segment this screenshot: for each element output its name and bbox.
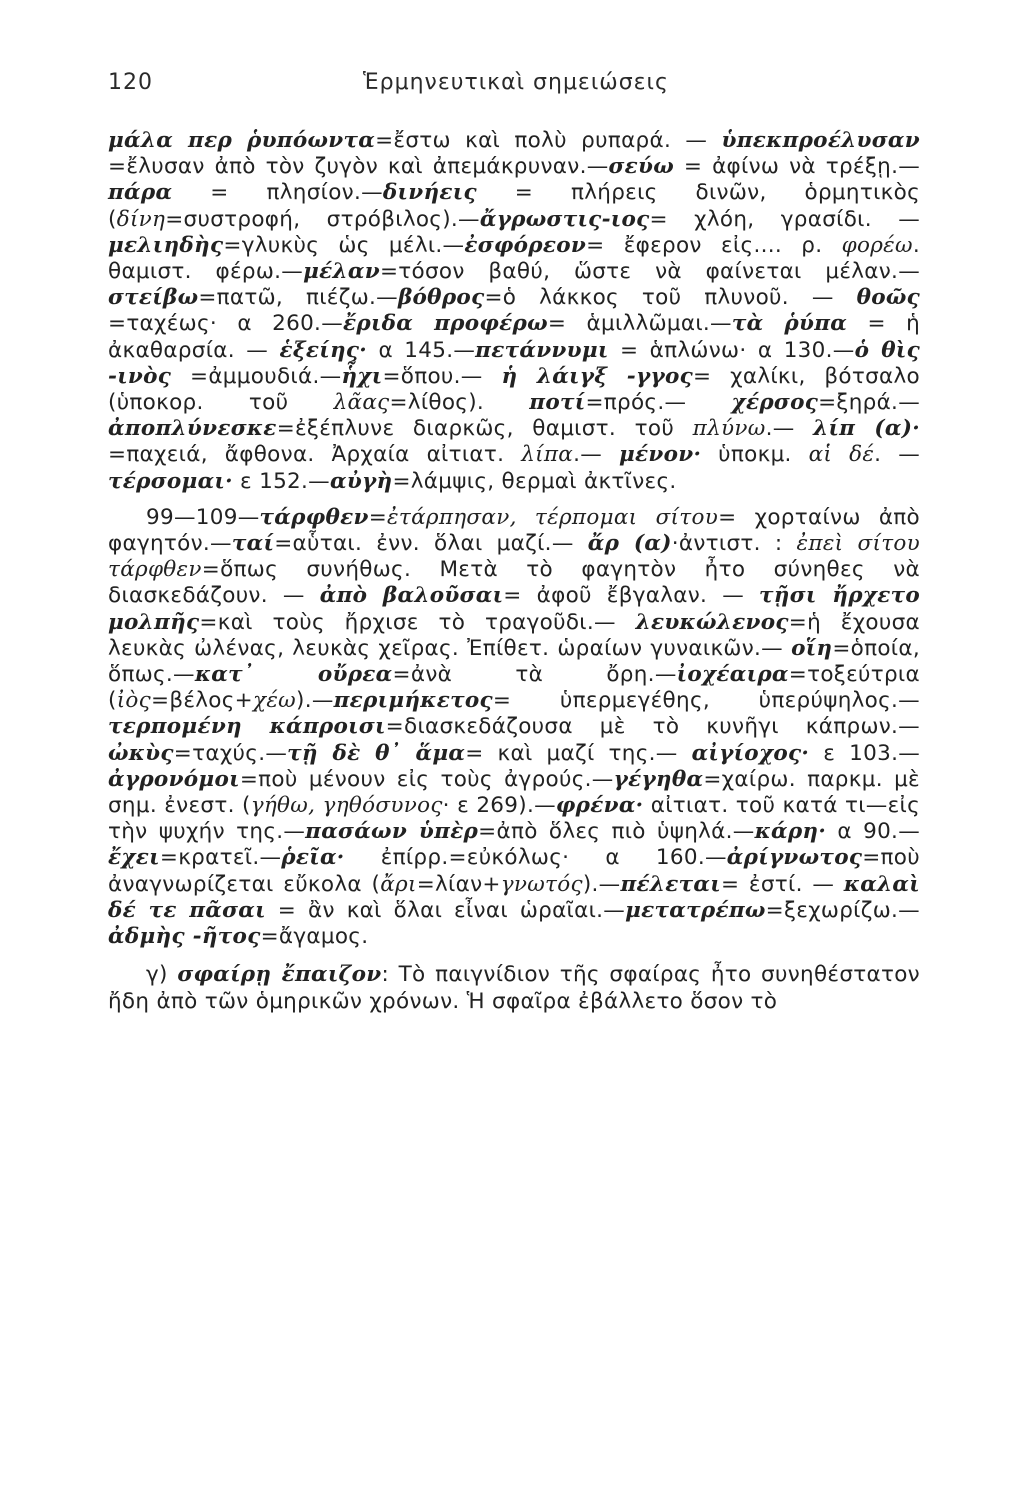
lemma-term: κατ᾽ οὔρεα xyxy=(194,662,393,688)
gloss-text: = ἀφοῦ ἔβγαλαν. — xyxy=(503,583,760,609)
gloss-text: =ἀνὰ τὰ ὄρη.— xyxy=(392,662,677,688)
lemma-term: σεύω xyxy=(608,154,675,180)
lemma-term: πάρα xyxy=(108,180,173,206)
gloss-text: = πλησίον.— xyxy=(172,180,383,206)
lemma-term: φρένα· xyxy=(555,793,644,819)
italic-citation: δίνη xyxy=(116,206,166,232)
gloss-text: =ὅπου.— xyxy=(382,363,502,389)
gloss-text: =κρατεῖ.— xyxy=(159,845,282,871)
lemma-term: ἄρ (α) xyxy=(587,531,672,557)
gloss-text: =καὶ τοὺς ἤρχισε τὸ τραγοῦδι.— xyxy=(199,609,636,635)
gloss-text: = xyxy=(368,504,388,530)
gloss-text: =ποὺ μένουν εἰς τοὺς ἀγρούς.— xyxy=(239,766,614,792)
lemma-term: λευκώλενος xyxy=(635,609,789,635)
page-header xyxy=(108,70,908,106)
lemma-term: ῥεῖα· xyxy=(281,845,345,871)
gloss-text: = ἂν καὶ ὅλαι εἶναι ὡραῖαι.— xyxy=(265,897,626,923)
lemma-term: ἐσφόρεον xyxy=(464,232,587,258)
lemma-term: οἵη xyxy=(791,635,833,661)
running-head: Ἑρμηνευτικαὶ σημειώσεις xyxy=(363,70,669,95)
lemma-term: ὑπεκπροέλυσαν xyxy=(721,128,920,153)
gloss-text: =λάμψις, θερμαὶ ἀκτῖνες. xyxy=(392,468,677,494)
lemma-term: τέρσομαι· xyxy=(108,468,233,494)
lemma-term: κάρη· xyxy=(754,819,827,845)
lemma-term: βόθρος xyxy=(397,285,485,311)
paragraph-notes-1 xyxy=(108,128,920,495)
italic-citation: ἰὸς xyxy=(116,688,152,714)
gloss-text: .— xyxy=(765,416,814,442)
lemma-term: σφαίρῃ ἔπαιζον xyxy=(177,962,382,988)
gloss-text: . θαμιστ. φέρω.— xyxy=(108,232,920,285)
italic-citation: αἱ δέ xyxy=(808,442,875,468)
gloss-text: = ἁμιλλῶμαι.— xyxy=(547,311,732,337)
italic-citation: φορέω xyxy=(841,232,913,258)
lemma-term: ἀγρονόμοι xyxy=(108,766,240,792)
gloss-text: =ἡ ἔχουσα λευκὰς ὠλένας, λευκὰς χεῖρας. Ἐπίθετ. ὡραίων γυναικῶν.— xyxy=(108,609,921,661)
italic-citation: πλύνω xyxy=(692,416,766,442)
gloss-text: = ἀφίνω νὰ τρέξῃ.— xyxy=(674,154,921,180)
gloss-text: =ξεχωρίζω.— xyxy=(765,897,920,923)
gloss-text: =αὗται. ἐνν. ὅλαι μαζί.— xyxy=(274,531,588,557)
gloss-text: =βέλος+ xyxy=(151,688,253,714)
lemma-term: αἰγίοχος· xyxy=(691,740,810,766)
gloss-text: α 145.— xyxy=(367,337,476,363)
lemma-term: γέγηθα xyxy=(613,766,704,792)
gloss-text: = ἁπλώνω· α 130.— xyxy=(608,337,855,363)
gloss-text: 99—109— xyxy=(146,504,260,530)
gloss-text: ).— xyxy=(582,871,621,897)
gloss-text: =ὁποία, ὅπως.— xyxy=(108,635,920,688)
gloss-text: =ὅπως συνήθως. Μετὰ τὸ φαγητὸν ἦτο σύνηθες νὰ διασκεδάζουν. — xyxy=(108,557,920,609)
lemma-term: μελιηδὴς xyxy=(108,232,224,258)
lemma-term: καλαὶ δέ τε πᾶσαι xyxy=(108,871,920,923)
page-number: 120 xyxy=(108,70,153,95)
gloss-text: ἐπίρρ.=εὐκόλως· α 160.— xyxy=(344,845,727,871)
italic-citation: λίπα xyxy=(521,442,574,468)
italic-citation: λᾶας xyxy=(333,390,390,416)
gloss-text: · ε 269).— xyxy=(442,793,556,819)
gloss-text: .— xyxy=(573,442,619,468)
lemma-term: ποτί xyxy=(529,390,586,416)
gloss-text: = ἐστί. — xyxy=(720,871,844,897)
gloss-text: = πλήρεις δινῶν, ὁρμητικὸς ( xyxy=(108,180,920,232)
lemma-term: τάρφθεν xyxy=(259,504,369,530)
lemma-term: πετάννυμι xyxy=(475,337,609,363)
lemma-term: στείβω xyxy=(108,285,199,311)
lemma-term: ἄγρωστις-ιος xyxy=(479,206,650,232)
lemma-term: πέλεται xyxy=(620,871,721,897)
gloss-text: ε 152.— xyxy=(232,468,330,494)
gloss-text: ·ἀντιστ. : xyxy=(671,531,797,557)
lemma-term: χέρσος xyxy=(731,390,819,416)
gloss-text: ὑποκμ. xyxy=(701,442,809,468)
gloss-text: =ἐξέπλυνε διαρκῶς, θαμιστ. τοῦ xyxy=(276,416,693,442)
lemma-term: ὠκὺς xyxy=(108,740,174,766)
gloss-text: =τοξεύτρια ( xyxy=(108,662,920,714)
lemma-term: ἔχει xyxy=(108,845,160,871)
paragraph-section-gamma xyxy=(108,962,920,1014)
gloss-text: =γλυκὺς ὡς μέλι.— xyxy=(223,232,465,258)
gloss-text: α 90.— xyxy=(826,819,920,845)
gloss-text: = ὑπερμεγέθης, ὑπερύψηλος.— xyxy=(492,688,920,714)
gloss-text: =ἀμμουδιά.— xyxy=(171,363,342,389)
gloss-text: : Τὸ παιγνίδιον τῆς σφαίρας ἦτο συνηθέστατον ἤδη ἀπὸ τῶν ὁμηρικῶν χρόνων. Ἡ σφαῖρα ἐβάλλετο ὅσον τὸ xyxy=(108,962,920,1014)
italic-citation: ἄρι xyxy=(380,871,417,897)
lemma-term: ἀπὸ βαλοῦσαι xyxy=(319,583,504,609)
gloss-text: =ξηρά.— xyxy=(818,390,920,416)
gloss-text: =πατῶ, πιέζω.— xyxy=(198,285,398,311)
lemma-term: τῇ δὲ θ᾽ ἅμα xyxy=(287,740,466,766)
gloss-text: = χλόη, γρασίδι. — xyxy=(649,206,920,232)
gloss-text: =ἀπὸ ὅλες πιὸ ὑψηλά.— xyxy=(478,819,755,845)
gloss-text: =ἔστω καὶ πολὺ ρυπαρά. — xyxy=(375,128,722,153)
paragraph-notes-99-109 xyxy=(108,505,920,950)
gloss-text: = ἔφερον εἰς.... ρ. xyxy=(586,232,842,258)
lemma-term: ἧχι xyxy=(341,363,383,389)
gloss-text: = χορταίνω ἀπὸ φαγητόν.— xyxy=(108,504,921,557)
italic-citation: ἐπεὶ σίτου τάρφθεν xyxy=(108,531,921,583)
lemma-term: λίπ (α)· xyxy=(813,416,920,442)
gloss-text: = ἡ ἀκαθαρσία. — xyxy=(108,311,920,363)
lemma-term: ταί xyxy=(231,531,275,557)
lemma-term: δινήεις xyxy=(382,180,477,206)
lemma-term: ἑξείης· xyxy=(279,337,368,363)
lemma-term: ἀδμὴς -ῆτος xyxy=(108,924,261,950)
gloss-text: γ) xyxy=(146,962,178,988)
lemma-term: μένον· xyxy=(618,442,702,468)
lemma-term: μέλαν xyxy=(303,259,380,285)
gloss-text: =συστροφή, στρόβιλος).— xyxy=(165,206,480,232)
lemma-term: ἔριδα προφέρω xyxy=(343,311,548,337)
lemma-term: μετατρέπω xyxy=(625,897,766,923)
lemma-term: ἡ λάιγξ -γγος xyxy=(501,363,693,389)
gloss-text: . — xyxy=(874,442,921,468)
gloss-text: =ταχέως· α 260.— xyxy=(108,311,343,337)
body-text xyxy=(108,128,920,1015)
gloss-text: =λίθος). xyxy=(389,390,530,416)
gloss-text: = καὶ μαζί της.— xyxy=(465,740,692,766)
lemma-term: πασάων ὑπὲρ xyxy=(305,819,479,845)
italic-citation: χέω xyxy=(253,688,296,714)
italic-citation: γήθω, γηθόσυνος xyxy=(250,793,443,819)
lemma-term: τερπομένη κάπροισι xyxy=(108,714,386,740)
gloss-text: =λίαν+ xyxy=(416,871,501,897)
gloss-text: ).— xyxy=(296,688,334,714)
italic-citation: ἐτάρπησαν, τέρπομαι σίτου xyxy=(387,504,719,530)
gloss-text: =ἄγαμος. xyxy=(260,924,369,950)
gloss-text: =ἔλυσαν ἀπὸ τὸν ζυγὸν καὶ ἀπεμάκρυναν.— xyxy=(108,154,609,180)
gloss-text: =ποὺ ἀναγνωρίζεται εὔκολα ( xyxy=(108,845,920,897)
lemma-term: ἰοχέαιρα xyxy=(676,662,789,688)
lemma-term: αὐγὴ xyxy=(329,468,393,494)
lemma-term: ἀρίγνωτος xyxy=(726,845,863,871)
lemma-term: θοῶς xyxy=(856,285,921,311)
italic-citation: γνωτός xyxy=(500,871,583,897)
lemma-term: ἀποπλύνεσκε xyxy=(108,416,277,442)
lemma-term: μάλα περ ῥυπόωντα xyxy=(108,128,376,153)
gloss-text: =παχειά, ἄφθονα. Ἀρχαία αἰτιατ. xyxy=(108,442,522,468)
lemma-term: τῇσι ἤρχετο μολπῆς xyxy=(108,583,921,635)
gloss-text: =χαίρω. παρκμ. μὲ σημ. ἐνεστ. ( xyxy=(108,766,920,819)
lemma-term: ὁ θὶς -ινὸς xyxy=(108,337,920,389)
gloss-text: =τόσον βαθύ, ὥστε νὰ φαίνεται μέλαν.— xyxy=(379,259,920,285)
gloss-text: αἰτιατ. τοῦ κατά τι—εἰς τὴν ψυχήν της.— xyxy=(108,793,921,845)
lemma-term: περιμήκετος xyxy=(333,688,493,714)
gloss-text: =ταχύς.— xyxy=(173,740,288,766)
gloss-text: ε 103.— xyxy=(809,740,920,766)
gloss-text: =πρός.— xyxy=(585,390,732,416)
gloss-text: =ὁ λάκκος τοῦ πλυνοῦ. — xyxy=(484,285,857,311)
gloss-text: =διασκεδάζουσα μὲ τὸ κυνῆγι κάπρων.— xyxy=(385,714,920,740)
lemma-term: τὰ ῥύπα xyxy=(731,311,848,337)
gloss-text: = χαλίκι, βότσαλο (ὑποκορ. τοῦ xyxy=(108,363,921,416)
